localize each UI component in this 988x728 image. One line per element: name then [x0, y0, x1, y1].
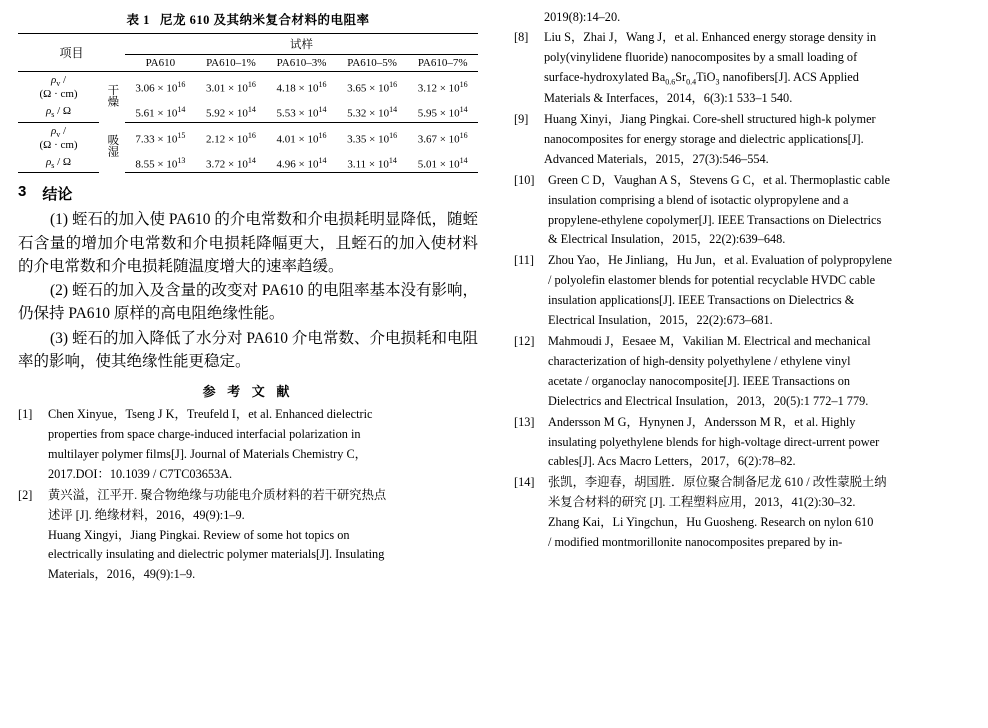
reference-line: insulating polyethylene blends for high-voltage direct-urrent power — [548, 434, 880, 449]
table-cell: $3.12 \times 10^{16}$ — [417, 80, 468, 95]
reference-line: 张凯，李迎春，胡国胜．原位聚合制备尼龙 610 / 改性蒙脱土纳 — [548, 475, 887, 490]
reference-item — [514, 413, 974, 473]
reference-line: & Electrical Insulation，2015，22(2):639–648. — [548, 232, 786, 247]
reference-line: Chen Xinyue，Tseng J K，Treufeld I，et al. Enhanced dielectric — [48, 407, 373, 422]
table-row — [18, 103, 478, 122]
reference-item — [514, 110, 974, 170]
conclusion-paragraph-3: (3) 蛭石的加入降低了水分对 PA610 介电常数、介电损耗和电阻率的影响，使其绝缘性能更稳定。 — [18, 329, 478, 370]
reference-item — [18, 486, 478, 586]
table-cell: $7.33 \times 10^{15}$ — [135, 130, 186, 146]
reference-line: Mahmoudi J，Eesaee M，Vakilian M. Electrical and mechanical — [548, 334, 871, 348]
reference-number: [8] — [514, 29, 529, 44]
row-label-rho-v: $\rho_v$ / (Ω · cm) — [39, 124, 78, 152]
section-heading-conclusion — [18, 183, 478, 204]
row-label-rho-v: $\rho_v$ / (Ω · cm) — [39, 74, 78, 101]
reference-line: poly(vinylidene fluoride) nanocomposites by a small loading of — [544, 49, 858, 64]
reference-line: Green C D，Vaughan A S，Stevens G C，et al. Thermoplastic cable — [548, 172, 890, 187]
reference-text — [548, 332, 974, 412]
reference-number: [11] — [514, 253, 535, 268]
reference-number: [9] — [514, 112, 529, 127]
reference-text — [548, 251, 974, 331]
reference-line: Huang Xinyi，Jiang Pingkai. Core-shell structured high-k polymer — [544, 112, 876, 127]
table-cell: $5.53 \times 10^{14}$ — [266, 103, 337, 122]
table-cell: $3.67 \times 10^{16}$ — [417, 130, 468, 146]
table-col-header: PA610–7% — [407, 55, 478, 72]
table-col-header: PA610–5% — [337, 55, 408, 72]
reference-line: insulation comprising a blend of isotactic olypropylene and a — [548, 192, 849, 207]
reference-line: multilayer polymer films[J]. Journal of Materials Chemistry C， — [48, 446, 367, 461]
reference-item — [514, 171, 974, 251]
table-cell: $3.11 \times 10^{14}$ — [337, 154, 408, 173]
reference-line: Electrical Insulation，2015，22(2):673–681. — [548, 313, 773, 328]
table-col-header: PA610–3% — [266, 55, 337, 72]
reference-line: electrically insulating and dielectric polymer materials[J]. Insulating — [48, 547, 385, 562]
reference-line: Advanced Materials，2015，27(3):546–554. — [544, 151, 769, 166]
two-column-layout — [18, 8, 970, 728]
references-heading: 参 考 文 献 — [202, 384, 294, 400]
table-cell: $3.01 \times 10^{16}$ — [205, 80, 256, 95]
table-cell: $8.55 \times 10^{13}$ — [125, 154, 196, 173]
left-column — [18, 8, 478, 728]
table-cell: $2.12 \times 10^{16}$ — [205, 130, 256, 146]
reference-line: properties from space charge-induced interfacial polarization in — [48, 427, 361, 441]
table-header-sample: 试样 — [125, 34, 478, 55]
table-cell: $3.72 \times 10^{14}$ — [196, 154, 267, 173]
reference-line: Zhou Yao，He Jinliang，Hu Jun，et al. Evaluation of polypropylene — [548, 253, 892, 268]
section-number: 3 — [18, 183, 27, 201]
table-cell: $5.01 \times 10^{14}$ — [407, 154, 478, 173]
reference-line: 黄兴溢，江平开. 聚合物绝缘与功能电介质材料的若干研究热点 — [48, 487, 387, 502]
table-cell: $4.01 \times 10^{16}$ — [276, 130, 327, 146]
table-cell: $5.95 \times 10^{14}$ — [407, 103, 478, 122]
reference-text — [48, 486, 478, 586]
reference-line: 述评 [J]. 绝缘材料，2016，49(9):1–9. — [48, 507, 245, 522]
row-condition-wet: 吸湿 — [106, 134, 119, 158]
right-column — [514, 8, 974, 728]
reference-text — [48, 405, 478, 485]
table-header-item: 项目 — [18, 34, 125, 72]
reference-line: Dielectrics and Electrical Insulation，2013，20(5):1 772–1 779. — [548, 393, 869, 408]
reference-line: propylene-ethylene copolymer[J]. IEEE Transactions on Dielectrics — [548, 212, 882, 227]
reference-number: [14] — [514, 475, 535, 490]
row-condition-dry: 干燥 — [106, 83, 119, 107]
reference-continuation-line: 2019(8):14–20. — [544, 10, 621, 24]
row-label-rho-s: $\rho_s$ / Ω — [18, 103, 99, 122]
reference-item — [18, 405, 478, 485]
table-cell: $5.92 \times 10^{14}$ — [196, 103, 267, 122]
reference-line: Materials & Interfaces，2014，6(3):1 533–1 540. — [544, 91, 793, 106]
table-col-header: PA610–1% — [196, 55, 267, 72]
reference-number: [12] — [514, 334, 535, 348]
table-col-header: PA610 — [125, 55, 196, 72]
reference-item — [514, 332, 974, 412]
table-header-row-1 — [18, 34, 478, 55]
section-title: 结论 — [42, 186, 73, 204]
table-cell: $4.96 \times 10^{14}$ — [266, 154, 337, 173]
reference-line: Zhang Kai，Li Yingchun，Hu Guosheng. Research on nylon 610 — [548, 515, 874, 530]
reference-text — [544, 110, 974, 170]
reference-line: nanocomposites for energy storage and dielectric applications[J]. — [544, 131, 864, 146]
table-cell: $5.61 \times 10^{14}$ — [125, 103, 196, 122]
reference-number: [13] — [514, 414, 535, 429]
table-caption-number: 表 1 — [126, 13, 150, 27]
reference-line: acetate / organoclay nanocomposite[J]. IEEE Transactions on — [548, 373, 850, 388]
reference-line: 2017.DOI：10.1039 / C7TC03653A. — [48, 466, 233, 481]
table-row — [18, 122, 478, 154]
row-label-rho-s: $\rho_s$ / Ω — [18, 154, 99, 173]
table-row — [18, 72, 478, 104]
reference-text — [548, 171, 974, 251]
reference-text — [548, 413, 974, 473]
table-cell: $3.06 \times 10^{16}$ — [135, 80, 186, 95]
reference-item — [514, 251, 974, 331]
table-cell: $4.18 \times 10^{16}$ — [276, 80, 327, 95]
table-cell: $5.32 \times 10^{14}$ — [337, 103, 408, 122]
reference-line: surface-hydroxylated $Ba_{0.6}Sr_{0.4}TiO_3$ nanofibers[J]. ACS Applied — [544, 69, 859, 87]
reference-line: Liu S，Zhai J，Wang J，et al. Enhanced energy storage density in — [544, 29, 877, 44]
reference-number: [2] — [18, 487, 33, 502]
table-row — [18, 154, 478, 173]
reference-line: 米复合材料的研究 [J]. 工程塑料应用，2013，41(2):30–32. — [548, 495, 856, 510]
table-caption — [18, 10, 478, 28]
reference-line: / modified montmorillonite nanocomposites prepared by in- — [548, 535, 843, 550]
table-caption-text: 尼龙 610 及其纳米复合材料的电阻率 — [159, 13, 370, 27]
reference-line: / polyolefin elastomer blends for potential recyclable HVDC cable — [548, 273, 876, 288]
table-cell: $3.35 \times 10^{16}$ — [347, 130, 398, 146]
reference-item — [514, 28, 974, 109]
reference-line: Huang Xingyi，Jiang Pingkai. Review of some hot topics on — [48, 527, 350, 542]
reference-line: Andersson M G，Hynynen J，Andersson M R，et al. Highly — [548, 414, 856, 429]
references-list-right — [514, 28, 974, 553]
references-list-left — [18, 405, 478, 585]
resistivity-table — [18, 33, 478, 173]
reference-number: [1] — [18, 407, 33, 422]
reference-item — [514, 473, 974, 553]
conclusion-paragraph-2: (2) 蛭石的加入及含量的改变对 PA610 的电阻率基本没有影响，仍保持 PA610 原样的高电阻绝缘性能。 — [18, 282, 478, 323]
reference-line: cables[J]. Acs Macro Letters，2017，6(2):78–82. — [548, 454, 796, 469]
reference-number: [10] — [514, 172, 535, 187]
table-cell: $3.65 \times 10^{16}$ — [347, 80, 398, 95]
reference-text — [548, 473, 974, 553]
reference-line: characterization of high-density polyethylene / ethylene vinyl — [548, 353, 851, 368]
reference-line: Materials，2016，49(9):1–9. — [48, 567, 196, 582]
conclusion-paragraph-1: (1) 蛭石的加入使 PA610 的介电常数和介电损耗明显降低，随蛭石含量的增加介电常数和介电损耗降幅更大，且蛭石的加入使材料的介电常数和介电损耗随温度增大的速率趋缓。 — [18, 211, 478, 275]
reference-text — [544, 28, 974, 109]
reference-line: insulation applications[J]. IEEE Transactions on Dielectrics & — [548, 293, 855, 308]
